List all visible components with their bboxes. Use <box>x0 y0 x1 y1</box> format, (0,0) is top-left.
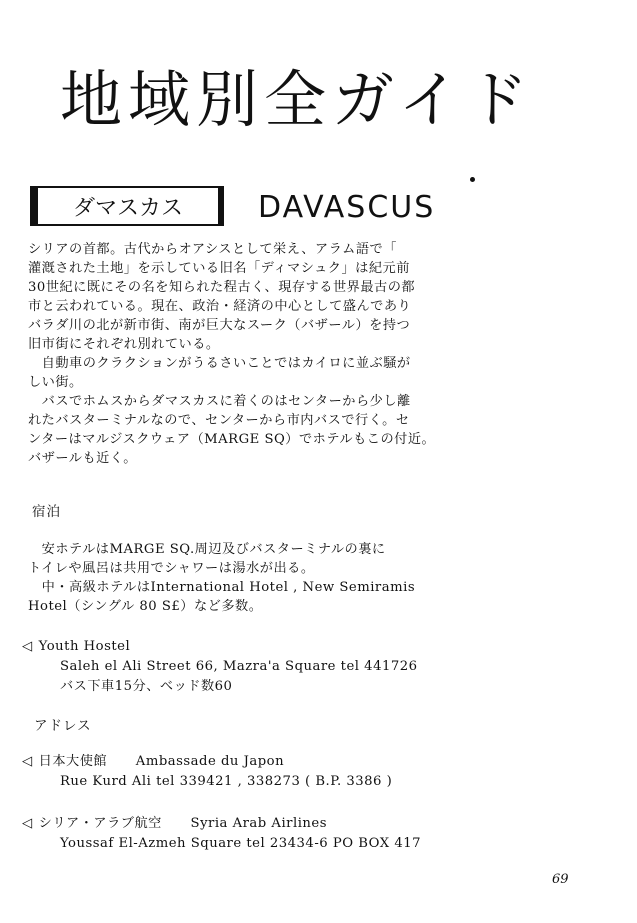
ink-dot <box>470 177 475 182</box>
youth-hostel-entry <box>22 637 418 697</box>
intro-line: れたバスターミナルなので、センターから市内バスで行く。セ <box>28 413 410 428</box>
city-name-en: DAVASCUS <box>258 190 436 225</box>
triangle-bullet-icon: ◁ <box>22 639 33 654</box>
intro-line: しい街。 <box>28 375 83 390</box>
intro-line: バラダ川の北が新市街、南が巨大なスーク（バザール）を持つ <box>28 318 411 333</box>
embassy-name-jp: 日本大使館 <box>38 754 108 769</box>
lodging-paragraph <box>28 540 588 616</box>
address-heading: アドレス <box>34 718 92 734</box>
intro-line: ンターはマルジスクウェア（MARGE SQ）でホテルもこの付近。 <box>28 432 436 447</box>
triangle-bullet-icon: ◁ <box>22 754 33 769</box>
intro-line: バスでホムスからダマスカスに着くのはセンターから少し離 <box>28 394 411 409</box>
embassy-name-en: Ambassade du Japon <box>135 754 285 769</box>
youth-hostel-address: Saleh el Ali Street 66, Mazra'a Square tel 441726 <box>60 659 418 674</box>
airline-name-en: Syria Arab Airlines <box>190 816 327 831</box>
triangle-bullet-icon: ◁ <box>22 816 33 831</box>
airline-address: Youssaf El-Azmeh Square tel 23434-6 PO BOX 417 <box>60 836 422 851</box>
airline-entry <box>22 814 421 854</box>
lodging-line: Hotel（シングル 80 S£）など多数。 <box>28 599 263 614</box>
embassy-entry <box>22 752 392 792</box>
intro-line: シリアの首都。古代からオアシスとして栄え、アラム語で「 <box>28 242 397 257</box>
intro-paragraph <box>28 240 588 468</box>
city-name-box <box>30 186 224 226</box>
city-name-jp: ダマスカス <box>72 195 183 221</box>
embassy-address: Rue Kurd Ali tel 339421 , 338273 ( B.P. 3386 ) <box>60 774 393 789</box>
airline-name-jp: シリア・アラブ航空 <box>38 816 162 831</box>
page-title: 地域別全ガイド <box>60 63 535 136</box>
youth-hostel-access: バス下車15分、ベッド数60 <box>60 679 233 694</box>
intro-line: 旧市街にそれぞれ別れている。 <box>28 337 220 352</box>
page-number: 69 <box>552 872 569 887</box>
youth-hostel-name: Youth Hostel <box>38 639 131 654</box>
lodging-line: 中・高級ホテルはInternational Hotel , New Semiramis <box>28 580 416 595</box>
intro-line: 自動車のクラクションがうるさいことではカイロに並ぶ騒が <box>28 356 411 371</box>
lodging-heading: 宿泊 <box>32 504 61 520</box>
intro-line: 灌漑された土地」を示している旧名「ディマシュク」は紀元前 <box>28 261 410 276</box>
intro-line: 30世紀に既にその名を知られた程古く、現存する世界最古の都 <box>28 280 416 295</box>
lodging-line: トイレや風呂は共用でシャワーは湯水が出る。 <box>28 561 315 576</box>
intro-line: 市と云われている。現在、政治・経済の中心として盛んであり <box>28 299 412 314</box>
intro-line: バザールも近く。 <box>28 451 137 466</box>
lodging-line: 安ホテルはMARGE SQ.周辺及びバスターミナルの裏に <box>28 542 386 557</box>
